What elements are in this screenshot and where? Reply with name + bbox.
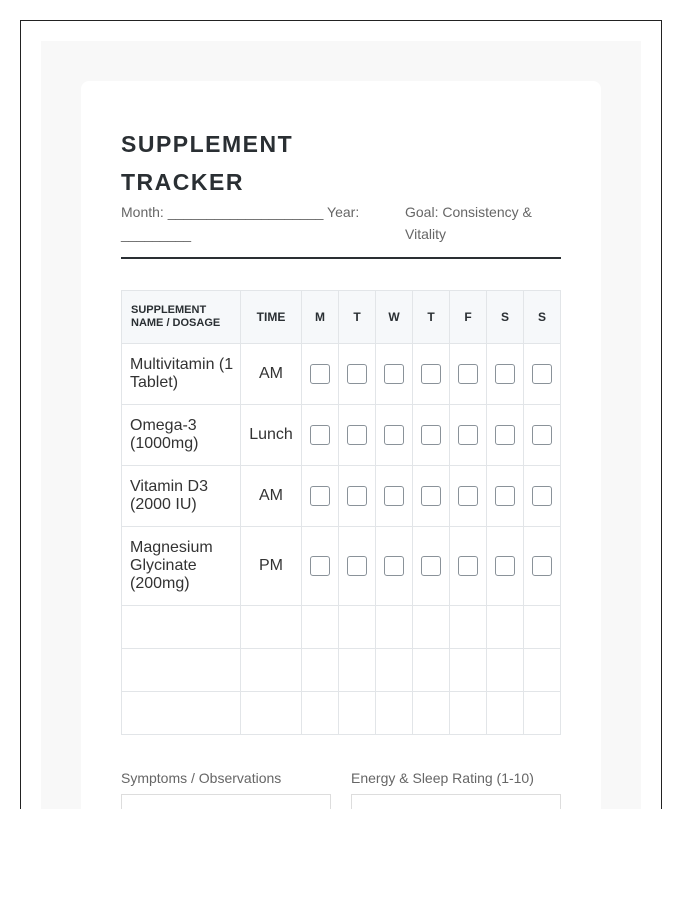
day-cell [450, 466, 487, 527]
column-header: S [524, 291, 561, 344]
day-checkbox[interactable] [310, 364, 330, 384]
empty-cell[interactable] [376, 692, 413, 735]
day-cell [413, 344, 450, 405]
tracker-table [121, 290, 561, 735]
day-checkbox[interactable] [384, 486, 404, 506]
empty-row [122, 606, 561, 649]
empty-cell[interactable] [241, 692, 302, 735]
supplement-time: AM [241, 344, 302, 405]
day-checkbox[interactable] [421, 425, 441, 445]
day-checkbox[interactable] [347, 486, 367, 506]
empty-cell[interactable] [524, 692, 561, 735]
day-cell [302, 344, 339, 405]
day-checkbox[interactable] [458, 425, 478, 445]
day-checkbox[interactable] [532, 556, 552, 576]
column-header: F [450, 291, 487, 344]
day-checkbox[interactable] [421, 486, 441, 506]
day-checkbox[interactable] [384, 364, 404, 384]
day-checkbox[interactable] [532, 364, 552, 384]
empty-row [122, 649, 561, 692]
day-checkbox[interactable] [495, 486, 515, 506]
day-checkbox[interactable] [421, 556, 441, 576]
day-cell [376, 527, 413, 606]
column-header: T [413, 291, 450, 344]
page-background [41, 41, 641, 809]
supplement-time: Lunch [241, 405, 302, 466]
empty-cell[interactable] [339, 649, 376, 692]
table-row [122, 527, 561, 606]
meta-row [121, 201, 561, 259]
day-cell [524, 527, 561, 606]
empty-cell[interactable] [241, 606, 302, 649]
empty-cell[interactable] [376, 606, 413, 649]
column-header: SUPPLEMENT NAME / DOSAGE [122, 291, 241, 344]
day-cell [450, 344, 487, 405]
day-checkbox[interactable] [495, 556, 515, 576]
day-checkbox[interactable] [421, 364, 441, 384]
day-cell [302, 466, 339, 527]
empty-cell[interactable] [450, 606, 487, 649]
day-checkbox[interactable] [458, 486, 478, 506]
day-cell [413, 527, 450, 606]
empty-cell[interactable] [302, 649, 339, 692]
goal-text: Goal: Consistency & Vitality [405, 204, 532, 242]
empty-cell[interactable] [302, 692, 339, 735]
day-cell [376, 466, 413, 527]
empty-cell[interactable] [413, 692, 450, 735]
column-header: S [487, 291, 524, 344]
supplement-name: Multivitamin (1 Tablet) [122, 344, 241, 405]
column-header: M [302, 291, 339, 344]
day-cell [413, 405, 450, 466]
day-checkbox[interactable] [347, 364, 367, 384]
column-header: W [376, 291, 413, 344]
day-cell [339, 466, 376, 527]
day-cell [450, 527, 487, 606]
day-cell [487, 405, 524, 466]
table-row [122, 344, 561, 405]
empty-cell[interactable] [524, 606, 561, 649]
day-cell [302, 405, 339, 466]
day-cell [339, 405, 376, 466]
day-checkbox[interactable] [495, 425, 515, 445]
empty-cell[interactable] [122, 606, 241, 649]
page-frame [20, 20, 662, 809]
supplement-name: Magnesium Glycinate (200mg) [122, 527, 241, 606]
day-checkbox[interactable] [384, 556, 404, 576]
empty-cell[interactable] [524, 649, 561, 692]
empty-cell[interactable] [302, 606, 339, 649]
empty-cell[interactable] [487, 692, 524, 735]
empty-cell[interactable] [376, 649, 413, 692]
day-cell [487, 344, 524, 405]
column-header: T [339, 291, 376, 344]
symptoms-label: Symptoms / Observations [121, 770, 282, 786]
empty-cell[interactable] [339, 606, 376, 649]
day-cell [376, 344, 413, 405]
day-checkbox[interactable] [532, 486, 552, 506]
day-checkbox[interactable] [458, 556, 478, 576]
day-cell [302, 527, 339, 606]
day-checkbox[interactable] [384, 425, 404, 445]
empty-cell[interactable] [450, 649, 487, 692]
empty-cell[interactable] [413, 649, 450, 692]
day-checkbox[interactable] [495, 364, 515, 384]
supplement-name: Omega-3 (1000mg) [122, 405, 241, 466]
rating-label: Energy & Sleep Rating (1-10) [351, 770, 534, 786]
rating-section [351, 769, 561, 809]
tracker-card [81, 81, 601, 809]
day-checkbox[interactable] [532, 425, 552, 445]
day-cell [339, 344, 376, 405]
empty-cell[interactable] [241, 649, 302, 692]
empty-cell[interactable] [122, 692, 241, 735]
header-row [122, 291, 561, 344]
day-cell [339, 527, 376, 606]
supplement-time: PM [241, 527, 302, 606]
table-row [122, 466, 561, 527]
day-cell [487, 527, 524, 606]
day-cell [524, 466, 561, 527]
empty-cell[interactable] [450, 692, 487, 735]
supplement-time: AM [241, 466, 302, 527]
day-checkbox[interactable] [310, 556, 330, 576]
month-year-field: Month: ____________________ Year: _________ [121, 204, 360, 242]
empty-cell[interactable] [413, 606, 450, 649]
day-cell [413, 466, 450, 527]
table-row [122, 405, 561, 466]
day-cell [376, 405, 413, 466]
column-header: TIME [241, 291, 302, 344]
rating-input[interactable] [351, 794, 561, 809]
day-checkbox[interactable] [458, 364, 478, 384]
day-cell [524, 344, 561, 405]
day-checkbox[interactable] [310, 486, 330, 506]
page-title: SUPPLEMENT TRACKER [121, 131, 294, 195]
empty-row [122, 692, 561, 735]
day-cell [487, 466, 524, 527]
empty-cell[interactable] [487, 649, 524, 692]
day-cell [524, 405, 561, 466]
empty-cell[interactable] [122, 649, 241, 692]
day-cell [450, 405, 487, 466]
supplement-name: Vitamin D3 (2000 IU) [122, 466, 241, 527]
day-checkbox[interactable] [310, 425, 330, 445]
day-checkbox[interactable] [347, 425, 367, 445]
symptoms-section [121, 769, 331, 809]
empty-cell[interactable] [339, 692, 376, 735]
day-checkbox[interactable] [347, 556, 367, 576]
symptoms-input[interactable] [121, 794, 331, 809]
empty-cell[interactable] [487, 606, 524, 649]
